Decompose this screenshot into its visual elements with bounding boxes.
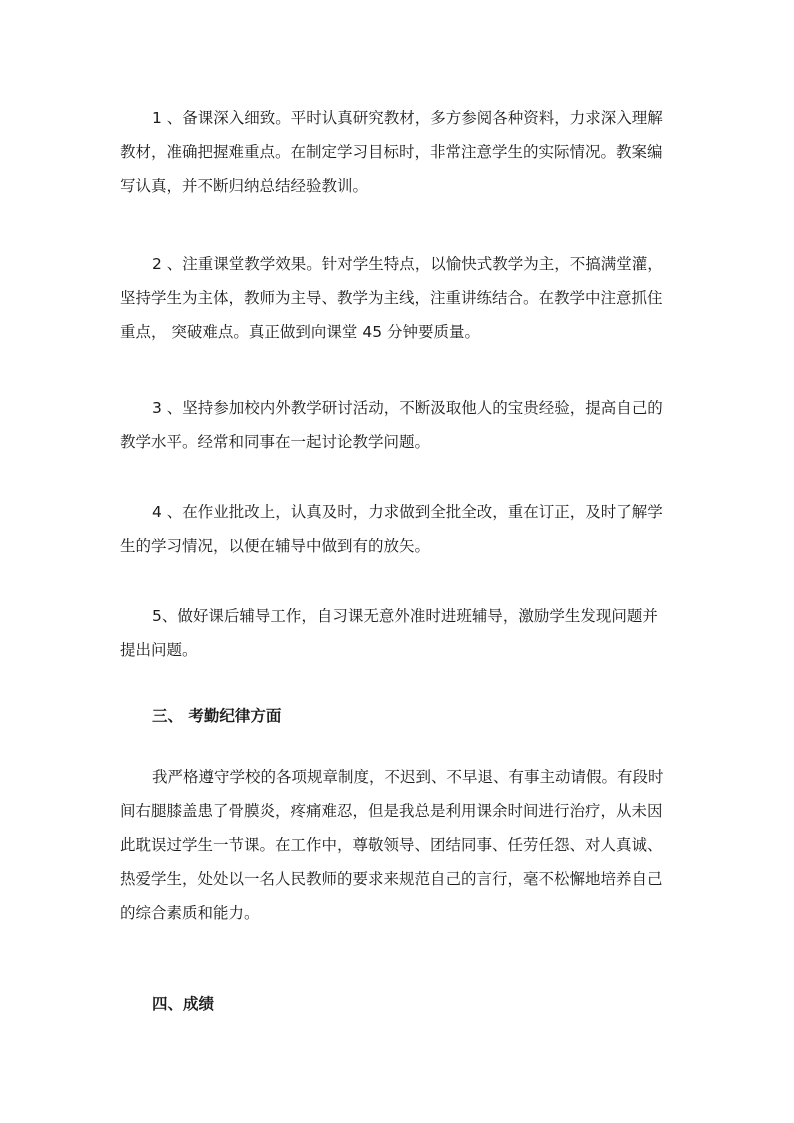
paragraph-line: 1 、备课深入细致。平时认真研究教材，多方参阅各种资料，力求深入理解: [152, 109, 663, 127]
paragraph-line: 2 、注重课堂教学效果。针对学生特点，以愉快式教学为主，不搞满堂灌，: [152, 255, 663, 273]
paragraph-line: 坚持学生为主体，教师为主导、教学为主线，注重讲练结合。在教学中注意抓住: [120, 289, 663, 307]
paragraph-4: [120, 502, 680, 570]
paragraph-line: 提出问题。: [120, 641, 198, 659]
section-heading-discipline: 三、 考勤纪律方面: [152, 707, 282, 725]
section-heading-results: 四、成绩: [152, 995, 215, 1013]
paragraph-line: 3 、坚持参加校内外教学研讨活动，不断汲取他人的宝贵经验，提高自己的: [152, 399, 663, 417]
paragraph-line: 生的学习情况，以便在辅导中做到有的放矢。: [120, 537, 431, 555]
paragraph-line: 教学水平。经常和同事在一起讨论教学问题。: [120, 433, 431, 451]
paragraph-line: 4 、在作业批改上，认真及时，力求做到全批全改，重在订正，及时了解学: [152, 503, 663, 521]
paragraph-3: [120, 398, 680, 466]
paragraph-line: 写认真，并不断归纳总结经验教训。: [120, 177, 369, 195]
paragraph-line: 此耽误过学生一节课。在工作中，尊敬领导、团结同事、任劳任怨、对人真诚、: [120, 836, 663, 854]
paragraph-2: [120, 254, 680, 356]
paragraph-line: 重点， 突破难点。真正做到向课堂 45 分钟要质量。: [120, 323, 481, 341]
paragraph-line: 的综合素质和能力。: [120, 904, 260, 922]
paragraph-line: 5、做好课后辅导工作，自习课无意外准时进班辅导，激励学生发现问题并: [152, 607, 658, 625]
paragraph-line: 教材，准确把握难重点。在制定学习目标时，非常注意学生的实际情况。教案编: [120, 143, 663, 161]
paragraph-line: 间右腿膝盖患了骨膜炎，疼痛难忍，但是我总是利用课余时间进行治疗，从未因: [120, 802, 663, 820]
paragraph-line: 我严格遵守学校的各项规章制度，不迟到、不早退、有事主动请假。有段时: [152, 768, 664, 786]
paragraph-5: [120, 606, 680, 674]
paragraph-discipline: [120, 767, 680, 937]
paragraph-1: [120, 108, 680, 210]
paragraph-line: 热爱学生，处处以一名人民教师的要求来规范自己的言行，毫不松懈地培养自己: [120, 870, 663, 888]
